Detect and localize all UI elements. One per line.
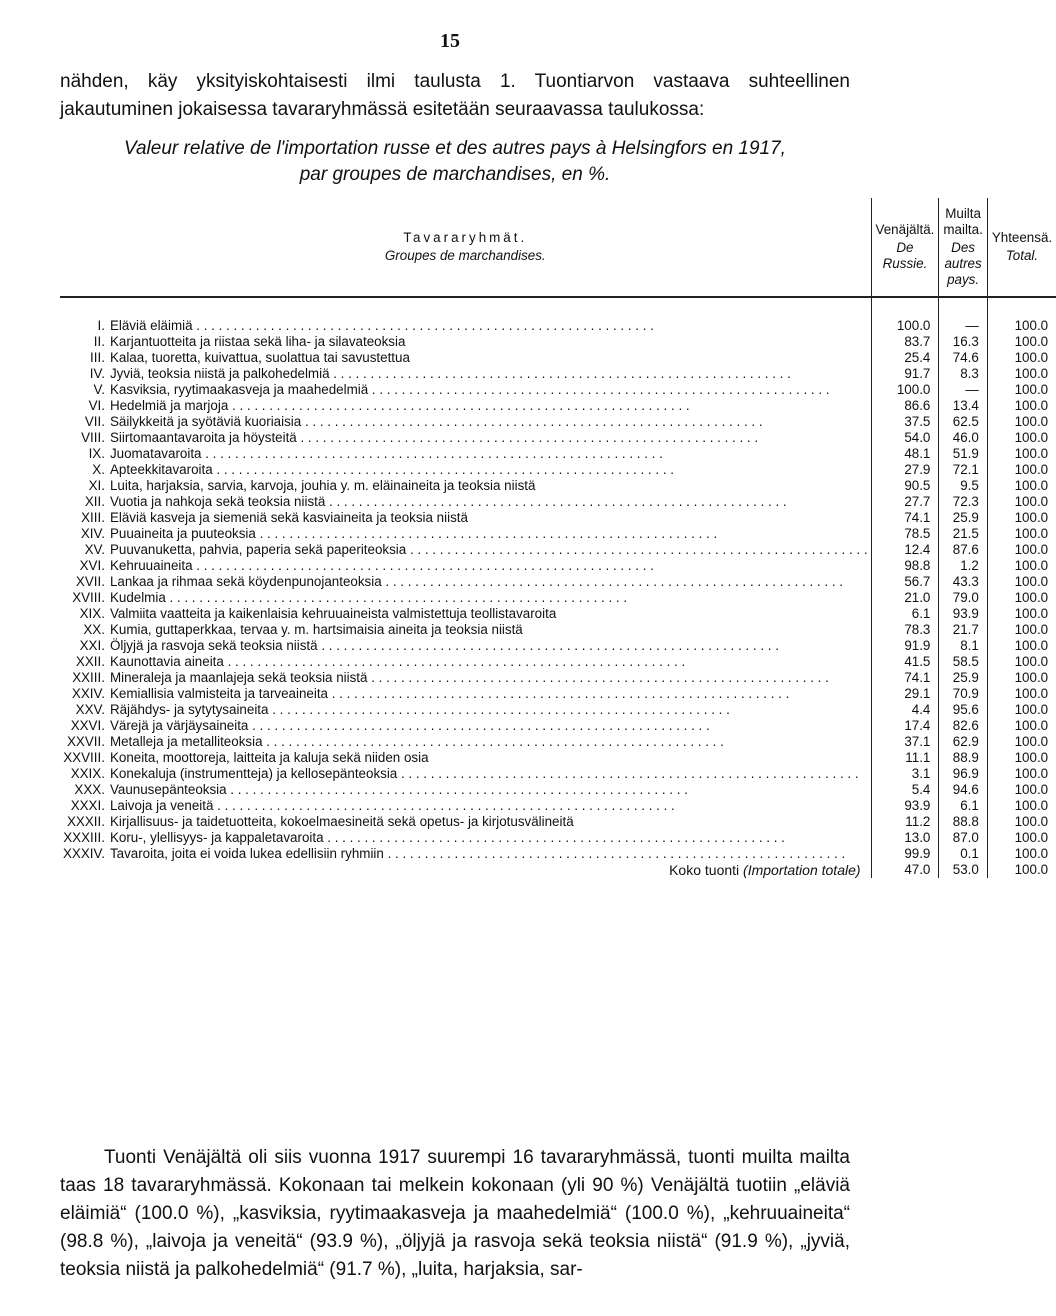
row-other-share: 96.9 <box>939 766 987 782</box>
row-total-share: 100.0 <box>987 510 1056 526</box>
header-total <box>987 198 1056 297</box>
row-russia-share: 86.6 <box>871 398 939 414</box>
row-total-share: 100.0 <box>987 462 1056 478</box>
row-description <box>107 734 871 750</box>
import-share-table <box>60 198 1056 878</box>
row-description <box>107 750 871 766</box>
intro-paragraph <box>60 68 850 124</box>
row-description-text: Vuotia ja nahkoja sekä teoksia niistä . . . <box>110 494 868 510</box>
table-row <box>60 622 1056 638</box>
row-description-text: Kalaa, tuoretta, kuivattua, suolattua tai savustettua <box>109 350 410 365</box>
row-total-share: 100.0 <box>987 622 1056 638</box>
table-row <box>60 574 1056 590</box>
row-description <box>107 590 871 606</box>
table-row <box>60 846 1056 862</box>
row-total-share: 100.0 <box>987 814 1056 830</box>
row-number: XVII. <box>75 574 105 589</box>
table-row <box>60 494 1056 510</box>
row-description <box>107 814 871 830</box>
row-total-share: 100.0 <box>987 734 1056 750</box>
row-description <box>107 398 871 414</box>
row-total-share: 100.0 <box>987 558 1056 574</box>
row-russia-share: 100.0 <box>871 382 939 398</box>
row-number: XVIII. <box>72 590 105 605</box>
row-description <box>107 670 871 686</box>
total-label-fr: (Importation totale) <box>743 862 861 878</box>
table-row <box>60 782 1056 798</box>
row-number: III. <box>90 350 105 365</box>
row-total-share: 100.0 <box>987 526 1056 542</box>
row-total-share: 100.0 <box>987 350 1056 366</box>
table-row <box>60 510 1056 526</box>
row-description-text: Värejä ja värjäysaineita . . . <box>110 718 868 734</box>
row-number: VI. <box>88 398 105 413</box>
row-description <box>107 830 871 846</box>
row-total-share: 100.0 <box>987 542 1056 558</box>
row-number: XXI. <box>79 638 105 653</box>
row-other-share: 79.0 <box>939 590 987 606</box>
table-title <box>60 136 850 188</box>
row-number: XXVI. <box>70 718 105 733</box>
row-russia-share: 27.9 <box>871 462 939 478</box>
row-description <box>107 382 871 398</box>
row-number: XXXIII. <box>63 830 105 845</box>
row-number: XIII. <box>81 510 105 525</box>
row-number: XIV. <box>80 526 105 541</box>
row-description <box>107 718 871 734</box>
row-total-share: 100.0 <box>987 830 1056 846</box>
row-number: X. <box>92 462 105 477</box>
table-row <box>60 702 1056 718</box>
row-description-text: Koru-, ylellisyys- ja kappaletavaroita . . . <box>110 830 868 846</box>
table-row <box>60 686 1056 702</box>
row-other-share: 74.6 <box>939 350 987 366</box>
row-description-text: Kudelmia . . . <box>110 590 868 606</box>
row-description <box>107 638 871 654</box>
row-description-text: Jyviä, teoksia niistä ja palkohedelmiä . . . <box>110 366 868 382</box>
table-row <box>60 478 1056 494</box>
header-groups-fr: Groupes de marchandises. <box>384 248 546 263</box>
row-russia-share: 12.4 <box>871 542 939 558</box>
row-other-share: 95.6 <box>939 702 987 718</box>
table-row <box>60 526 1056 542</box>
row-number: IV. <box>89 366 105 381</box>
table-row <box>60 590 1056 606</box>
row-total-share: 100.0 <box>987 654 1056 670</box>
row-description <box>107 510 871 526</box>
row-description-text: Kumia, guttaperkkaa, tervaa y. m. hartsimaisia aineita ja teoksia niistä <box>109 622 523 637</box>
row-total-share: 100.0 <box>987 702 1056 718</box>
row-number: VIII. <box>81 430 105 445</box>
row-other-share: 21.5 <box>939 526 987 542</box>
row-russia-share: 3.1 <box>871 766 939 782</box>
row-total-share: 100.0 <box>987 766 1056 782</box>
header-other-fr: Des autres pays. <box>944 240 982 287</box>
row-other-share: 1.2 <box>939 558 987 574</box>
row-description-text: Tavaroita, joita ei voida lukea edellisiin ryhmiin . . . <box>110 846 868 862</box>
total-row-number <box>60 862 107 878</box>
total-total-share: 100.0 <box>987 862 1056 878</box>
page-number: 15 <box>440 30 460 52</box>
row-total-share: 100.0 <box>987 750 1056 766</box>
row-russia-share: 93.9 <box>871 798 939 814</box>
row-russia-share: 100.0 <box>871 297 939 334</box>
row-number: XXVIII. <box>63 750 105 765</box>
row-russia-share: 5.4 <box>871 782 939 798</box>
row-description-text: Koneita, moottoreja, laitteita ja kaluja sekä niiden osia <box>109 750 429 765</box>
table-row <box>60 734 1056 750</box>
header-other <box>939 198 987 297</box>
row-number: V. <box>93 382 105 397</box>
row-description-text: Kirjallisuus- ja taidetuotteita, kokoelmaesineitä sekä opetus- ja kirjotusvälineitä <box>109 814 574 829</box>
row-other-share: 93.9 <box>939 606 987 622</box>
row-description-text: Kaunottavia aineita . . . <box>110 654 868 670</box>
row-description-text: Laivoja ja veneitä . . . <box>110 798 868 814</box>
table-row <box>60 814 1056 830</box>
row-other-share: 88.9 <box>939 750 987 766</box>
row-description-text: Kemiallisia valmisteita ja tarveaineita . . . <box>110 686 868 702</box>
row-other-share: 13.4 <box>939 398 987 414</box>
row-number: VII. <box>84 414 105 429</box>
row-description <box>107 334 871 350</box>
row-total-share: 100.0 <box>987 334 1056 350</box>
row-description-text: Eläviä kasveja ja siemeniä sekä kasviaineita ja teoksia niistä <box>109 510 468 525</box>
row-description-text: Apteekkitavaroita . . . <box>110 462 868 478</box>
table-row <box>60 382 1056 398</box>
table-title-line-2: par groupes de marchandises, en %. <box>299 164 611 185</box>
row-russia-share: 78.5 <box>871 526 939 542</box>
row-russia-share: 11.2 <box>871 814 939 830</box>
row-description-text: Räjähdys- ja sytytysaineita . . . <box>110 702 868 718</box>
table-row <box>60 366 1056 382</box>
row-russia-share: 41.5 <box>871 654 939 670</box>
table-row <box>60 414 1056 430</box>
total-row <box>60 862 1056 878</box>
row-number: XXXI. <box>70 798 105 813</box>
row-description-text: Metalleja ja metalliteoksia . . . <box>110 734 868 750</box>
table-row <box>60 430 1056 446</box>
row-total-share: 100.0 <box>987 638 1056 654</box>
header-russia-fr: De Russie. <box>882 240 928 271</box>
table-row <box>60 446 1056 462</box>
row-description <box>107 782 871 798</box>
row-other-share: 8.1 <box>939 638 987 654</box>
row-number: I. <box>97 318 105 333</box>
row-other-share: 87.0 <box>939 830 987 846</box>
row-number: XXVII. <box>66 734 105 749</box>
row-other-share: 82.6 <box>939 718 987 734</box>
row-number: XV. <box>84 542 105 557</box>
row-description <box>107 766 871 782</box>
row-other-share: 88.8 <box>939 814 987 830</box>
table-title-line-1: Valeur relative de l'importation russe et des autres pays à Helsingfors en 1917, <box>124 138 786 159</box>
row-number: XXX. <box>74 782 105 797</box>
table-row <box>60 766 1056 782</box>
row-description-text: Säilykkeitä ja syötäviä kuoriaisia . . . <box>110 414 868 430</box>
row-description-text: Luita, harjaksia, sarvia, karvoja, jouhia y. m. eläinaineita ja teoksia niistä <box>109 478 536 493</box>
table-row <box>60 350 1056 366</box>
table-row <box>60 798 1056 814</box>
row-other-share: 58.5 <box>939 654 987 670</box>
row-description-text: Puuaineita ja puuteoksia . . . <box>110 526 868 542</box>
row-russia-share: 21.0 <box>871 590 939 606</box>
row-description-text: Hedelmiä ja marjoja . . . <box>110 398 868 414</box>
row-russia-share: 25.4 <box>871 350 939 366</box>
row-number: XVI. <box>79 558 105 573</box>
row-other-share: 51.9 <box>939 446 987 462</box>
header-russia <box>871 198 939 297</box>
row-total-share: 100.0 <box>987 718 1056 734</box>
row-number: XXII. <box>75 654 105 669</box>
row-other-share: 70.9 <box>939 686 987 702</box>
row-russia-share: 4.4 <box>871 702 939 718</box>
row-russia-share: 17.4 <box>871 718 939 734</box>
table-row <box>60 297 1056 334</box>
table-row <box>60 398 1056 414</box>
row-description <box>107 702 871 718</box>
row-description-text: Puuvanukettа, pahvia, paperia sekä paperiteoksia . . . <box>110 542 868 558</box>
row-total-share: 100.0 <box>987 574 1056 590</box>
row-description <box>107 414 871 430</box>
row-description-text: Öljyjä ja rasvoja sekä teoksia niistä . . . <box>110 638 868 654</box>
row-description <box>107 846 871 862</box>
row-other-share: 72.3 <box>939 494 987 510</box>
row-number: II. <box>93 334 105 349</box>
row-description <box>107 798 871 814</box>
row-description-text: Mineraleja ja maanlajeja sekä teoksia niistä . . . <box>110 670 868 686</box>
row-other-share: 21.7 <box>939 622 987 638</box>
table-row <box>60 654 1056 670</box>
row-other-share: 62.9 <box>939 734 987 750</box>
row-total-share: 100.0 <box>987 606 1056 622</box>
row-russia-share: 90.5 <box>871 478 939 494</box>
row-other-share: 94.6 <box>939 782 987 798</box>
row-russia-share: 83.7 <box>871 334 939 350</box>
row-description-text: Konekaluja (instrumenttеja) ja kellosepänteoksia . . . <box>110 766 868 782</box>
header-other-fi: Muilta mailta. <box>943 206 983 237</box>
table-row <box>60 750 1056 766</box>
row-other-share: — <box>939 297 987 334</box>
row-description <box>107 542 871 558</box>
row-russia-share: 99.9 <box>871 846 939 862</box>
row-description <box>107 366 871 382</box>
row-number: XXV. <box>75 702 105 717</box>
row-russia-share: 37.5 <box>871 414 939 430</box>
row-total-share: 100.0 <box>987 846 1056 862</box>
row-description <box>107 430 871 446</box>
row-description-text: Lankaa ja rihmaa sekä köydenpunojanteoksia . . . <box>110 574 868 590</box>
row-number: XXIX. <box>70 766 105 781</box>
row-description-text: Kasviksia, ryytimaakasveja ja maahedelmiä . . . <box>110 382 868 398</box>
row-number: XX. <box>83 622 105 637</box>
row-total-share: 100.0 <box>987 446 1056 462</box>
row-total-share: 100.0 <box>987 798 1056 814</box>
row-description <box>107 526 871 542</box>
table-row <box>60 638 1056 654</box>
row-other-share: — <box>939 382 987 398</box>
total-label-fi: Koko tuonti <box>669 862 740 878</box>
row-total-share: 100.0 <box>987 414 1056 430</box>
row-other-share: 43.3 <box>939 574 987 590</box>
row-other-share: 72.1 <box>939 462 987 478</box>
row-russia-share: 91.7 <box>871 366 939 382</box>
total-row-label <box>107 862 871 878</box>
row-description <box>107 574 871 590</box>
row-russia-share: 48.1 <box>871 446 939 462</box>
row-number: XI. <box>88 478 105 493</box>
header-total-fi: Yhteensä. <box>991 230 1053 245</box>
row-russia-share: 6.1 <box>871 606 939 622</box>
table-row <box>60 542 1056 558</box>
row-description-text: Valmiita vaatteita ja kaikenlaisia kehruuaineista valmistettuja teollistavaroita <box>109 606 557 621</box>
row-russia-share: 91.9 <box>871 638 939 654</box>
row-number: XXIV. <box>71 686 105 701</box>
row-other-share: 25.9 <box>939 510 987 526</box>
row-other-share: 6.1 <box>939 798 987 814</box>
header-russia-fi: Venäjältä. <box>875 222 935 237</box>
row-description <box>107 494 871 510</box>
row-description-text: Karjantuotteita ja riistaa sekä liha- ja silavateoksia <box>109 334 406 349</box>
total-russia-share: 47.0 <box>871 862 939 878</box>
row-total-share: 100.0 <box>987 297 1056 334</box>
row-other-share: 25.9 <box>939 670 987 686</box>
closing-paragraph <box>60 1144 850 1284</box>
row-russia-share: 78.3 <box>871 622 939 638</box>
row-russia-share: 37.1 <box>871 734 939 750</box>
row-number: XXXIV. <box>63 846 105 861</box>
row-description <box>107 622 871 638</box>
header-groups <box>60 198 871 297</box>
table-row <box>60 606 1056 622</box>
row-total-share: 100.0 <box>987 670 1056 686</box>
row-russia-share: 13.0 <box>871 830 939 846</box>
table-row <box>60 462 1056 478</box>
table-row <box>60 670 1056 686</box>
intro-text: nähden, käy yksityiskohtaisesti ilmi taulusta 1. Tuontiarvon vastaava suhteellinen jakautuminen jokaisessa tavararyhmässä esitetään seuraavassa taulukossa: <box>60 71 850 120</box>
row-other-share: 46.0 <box>939 430 987 446</box>
total-other-share: 53.0 <box>939 862 987 878</box>
row-russia-share: 11.1 <box>871 750 939 766</box>
table-row <box>60 334 1056 350</box>
row-total-share: 100.0 <box>987 686 1056 702</box>
closing-text: Tuonti Venäjältä oli siis vuonna 1917 suurempi 16 tavararyhmässä, tuonti muilta mailta taas 18 tavararyhmässä. Kokonaan tai melkein kokonaan (yli 90 %) Venäjältä tuotiin „eläviä eläimiä“ (100.0 %), „kasviksia, ryytimaakasveja ja maahedelmiä“ (100.0 %), „kehruuaineita“ (98.8 %), „laivoja ja veneitä“ (93.9 %), „öljyjä ja rasvoja sekä teoksia niistä“ (91.9 %), „jyviä, teoksia niistä ja palkohedelmiä“ (91.7 %), „luita, harjaksia, sar- <box>60 1147 850 1280</box>
row-other-share: 87.6 <box>939 542 987 558</box>
row-total-share: 100.0 <box>987 398 1056 414</box>
row-description <box>107 462 871 478</box>
table-row <box>60 718 1056 734</box>
row-number: XII. <box>84 494 105 509</box>
row-russia-share: 29.1 <box>871 686 939 702</box>
table-header-row <box>60 198 1056 297</box>
row-other-share: 9.5 <box>939 478 987 494</box>
row-description-text: Vaunusepänteoksia . . . <box>110 782 868 798</box>
row-number: XXIII. <box>72 670 105 685</box>
header-groups-fi: Tavararyhmät. <box>403 230 528 245</box>
row-total-share: 100.0 <box>987 590 1056 606</box>
row-description <box>107 654 871 670</box>
row-russia-share: 27.7 <box>871 494 939 510</box>
table-body <box>60 297 1056 878</box>
table-row <box>60 558 1056 574</box>
row-total-share: 100.0 <box>987 366 1056 382</box>
row-description <box>107 478 871 494</box>
row-description <box>107 446 871 462</box>
row-other-share: 62.5 <box>939 414 987 430</box>
row-number: XIX. <box>79 606 105 621</box>
row-other-share: 0.1 <box>939 846 987 862</box>
row-total-share: 100.0 <box>987 382 1056 398</box>
header-total-fr: Total. <box>1005 248 1039 263</box>
row-description <box>107 350 871 366</box>
row-description-text: Kehruuaineita . . . <box>110 558 868 574</box>
row-total-share: 100.0 <box>987 478 1056 494</box>
row-description <box>107 297 871 334</box>
row-other-share: 8.3 <box>939 366 987 382</box>
row-description <box>107 686 871 702</box>
row-description-text: Juomatavaroita . . . <box>110 446 868 462</box>
row-total-share: 100.0 <box>987 782 1056 798</box>
row-russia-share: 56.7 <box>871 574 939 590</box>
row-description <box>107 558 871 574</box>
row-russia-share: 74.1 <box>871 510 939 526</box>
row-description <box>107 606 871 622</box>
row-other-share: 16.3 <box>939 334 987 350</box>
row-number: XXXII. <box>66 814 105 829</box>
row-description-text: Eläviä eläimiä . . . <box>110 318 868 334</box>
row-total-share: 100.0 <box>987 430 1056 446</box>
row-russia-share: 54.0 <box>871 430 939 446</box>
row-russia-share: 98.8 <box>871 558 939 574</box>
row-total-share: 100.0 <box>987 494 1056 510</box>
row-number: IX. <box>88 446 105 461</box>
row-description-text: Siirtomaantavaroita ja höysteitä . . . <box>110 430 868 446</box>
table-row <box>60 830 1056 846</box>
row-russia-share: 74.1 <box>871 670 939 686</box>
